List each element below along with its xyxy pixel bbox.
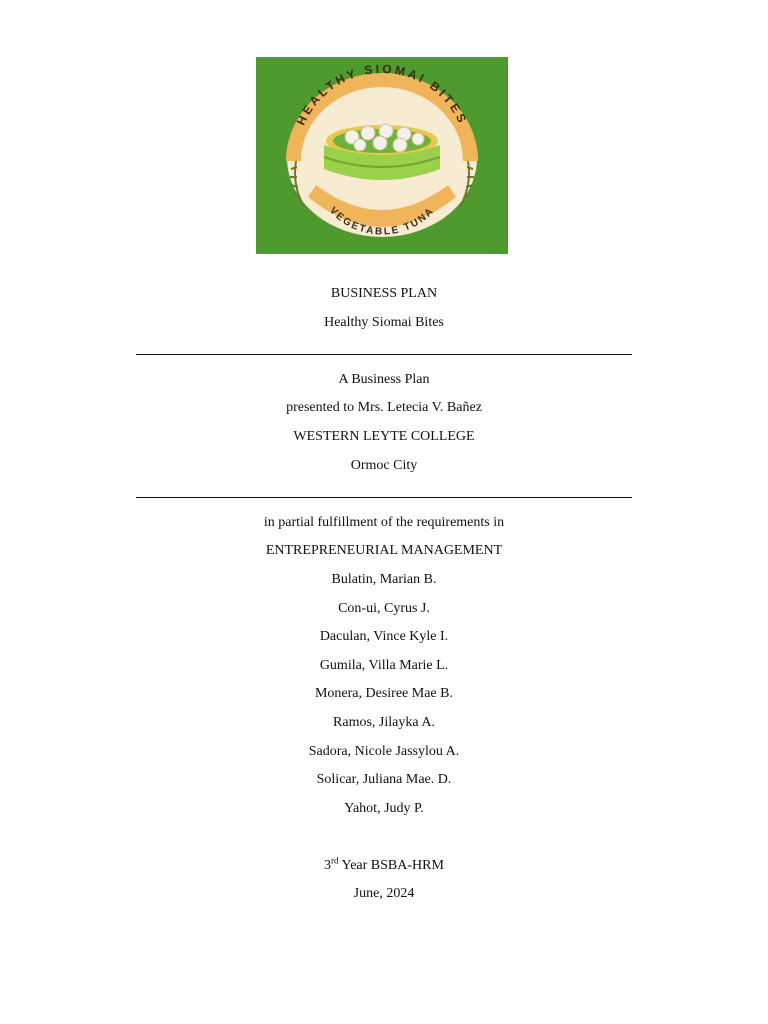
spacer — [0, 827, 768, 856]
author-name: Yahot, Judy P. — [344, 800, 424, 816]
author-name: Ramos, Jilayka A. — [333, 714, 435, 730]
year-level: 3rd Year BSBA-HRM — [324, 855, 444, 873]
author-name: Solicar, Juliana Mae. D. — [316, 772, 452, 788]
logo-top-text: HEALTHY SIOMAI BITES — [293, 61, 471, 128]
intro-line-1: A Business Plan — [338, 371, 430, 387]
author-name: Bulatin, Marian B. — [331, 571, 437, 587]
requirement-line: in partial fulfillment of the requirements in — [263, 514, 505, 530]
date: June, 2024 — [353, 886, 415, 902]
college-name: WESTERN LEYTE COLLEGE — [293, 428, 475, 444]
logo-bottom-text: VEGETABLE TUNA — [327, 205, 437, 238]
logo — [256, 57, 508, 254]
course-name: ENTREPRENEURIAL MANAGEMENT — [265, 543, 503, 559]
title-page — [0, 284, 768, 913]
document-subtitle: Healthy Siomai Bites — [324, 314, 444, 330]
author-name: Monera, Desiree Mae B. — [314, 686, 453, 702]
city: Ormoc City — [350, 457, 418, 473]
author-name: Con-ui, Cyrus J. — [338, 600, 430, 616]
healthy-siomai-bites-logo — [256, 57, 508, 254]
divider-line — [136, 484, 632, 513]
author-name: Daculan, Vince Kyle I. — [319, 629, 449, 645]
document-title: BUSINESS PLAN — [330, 286, 438, 301]
author-name: Sadora, Nicole Jassylou A. — [308, 743, 460, 759]
intro-line-2: presented to Mrs. Letecia V. Bañez — [286, 400, 482, 416]
divider-line — [136, 341, 632, 370]
author-name: Gumila, Villa Marie L. — [319, 657, 449, 673]
